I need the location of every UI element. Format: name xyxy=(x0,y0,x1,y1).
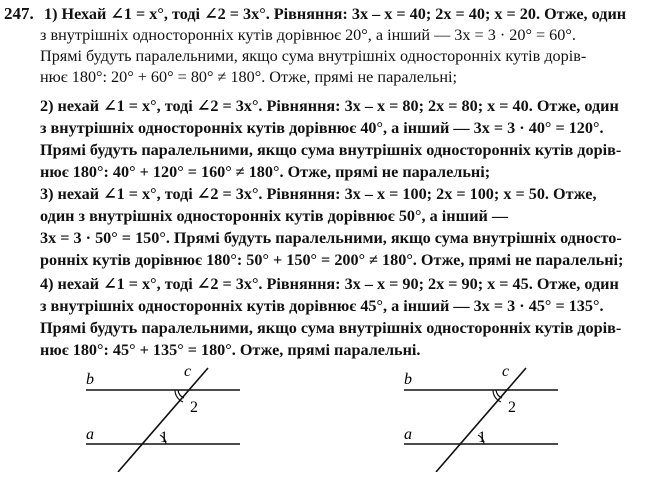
angle-2-arc-outer xyxy=(175,390,183,402)
paragraph-3-line-3: 3x = 3 · 50° = 150°. Прямі будуть паралельними, якщо сума внутрішніх односто- xyxy=(40,229,622,247)
paragraph-2-line-1: 2) нехай ∠1 = x°, тоді ∠2 = 3x°. Рівняння: 3x – x = 80; 2x = 80; x = 40. Отже, один xyxy=(40,97,619,115)
label-a: a xyxy=(404,426,412,443)
paragraph-2-line-4: нює 180°: 40° + 120° = 160° ≠ 180°. Отже, прямі не паралельні; xyxy=(40,163,491,181)
label-angle-1: 1 xyxy=(478,429,486,446)
paragraph-4-line-2: з внутрішніх односторонніх кутів дорівнює 45°, а інший — 3x = 3 · 45° = 135°. xyxy=(40,297,604,315)
parallel-lines-figure-1 xyxy=(80,362,250,472)
problem-number: 247. xyxy=(4,4,34,23)
paragraph-1-line-3: Прямі будуть паралельними, якщо сума внутрішніх односторонніх кутів дорів- xyxy=(40,47,587,65)
paragraph-4-line-3: Прямі будуть паралельними, якщо сума внутрішніх односторонніх кутів дорів- xyxy=(40,319,622,337)
label-angle-2: 2 xyxy=(190,399,198,416)
label-b: b xyxy=(404,371,412,388)
transversal-c xyxy=(436,368,526,472)
label-c: c xyxy=(502,363,510,380)
paragraph-1-line-4: нює 180°: 20° + 60° = 80° ≠ 180°. Отже, прямі не паралельні; xyxy=(40,68,458,86)
paragraph-2-line-3: Прямі будуть паралельними, якщо сума внутрішніх односторонніх кутів дорів- xyxy=(40,141,622,159)
paragraph-2-line-2: з внутрішніх односторонніх кутів дорівнює 40°, а інший — 3x = 3 · 40° = 120°. xyxy=(40,119,604,137)
transversal-c xyxy=(118,368,208,472)
paragraph-3-line-4: ронніх кутів дорівнює 180°: 50° + 150° = 200° ≠ 180°. Отже, прямі не паралельні; xyxy=(40,251,624,269)
paragraph-4-line-4: нює 180°: 45° + 135° = 180°. Отже, прямі паралельні. xyxy=(40,341,421,359)
paragraph-3-line-2: один з внутрішніх односторонніх кутів дорівнює 50°, а інший — xyxy=(40,207,509,225)
label-c: c xyxy=(184,363,192,380)
label-angle-2: 2 xyxy=(508,399,516,416)
label-angle-1: 1 xyxy=(160,429,168,446)
label-b: b xyxy=(86,371,94,388)
label-a: a xyxy=(86,426,94,443)
paragraph-1-line-1: 1) Нехай ∠1 = x°, тоді ∠2 = 3x°. Рівняння: 3x – x = 40; 2x = 40; x = 20. Отже, один xyxy=(44,5,627,23)
paragraph-1-line-2: з внутрішніх односторонніх кутів дорівнює 20°, а інший — 3x = 3 · 20° = 60°. xyxy=(40,26,576,44)
paragraph-4-line-1: 4) нехай ∠1 = x°, тоді ∠2 = 3x°. Рівняння: 3x – x = 90; 2x = 90; x = 45. Отже, один xyxy=(40,275,619,293)
angle-2-arc-outer xyxy=(493,390,501,402)
paragraph-3-line-1: 3) нехай ∠1 = x°, тоді ∠2 = 3x°. Рівняння: 3x – x = 100; 2x = 100; x = 50. Отже, xyxy=(40,185,597,203)
parallel-lines-figure-2 xyxy=(398,362,568,472)
